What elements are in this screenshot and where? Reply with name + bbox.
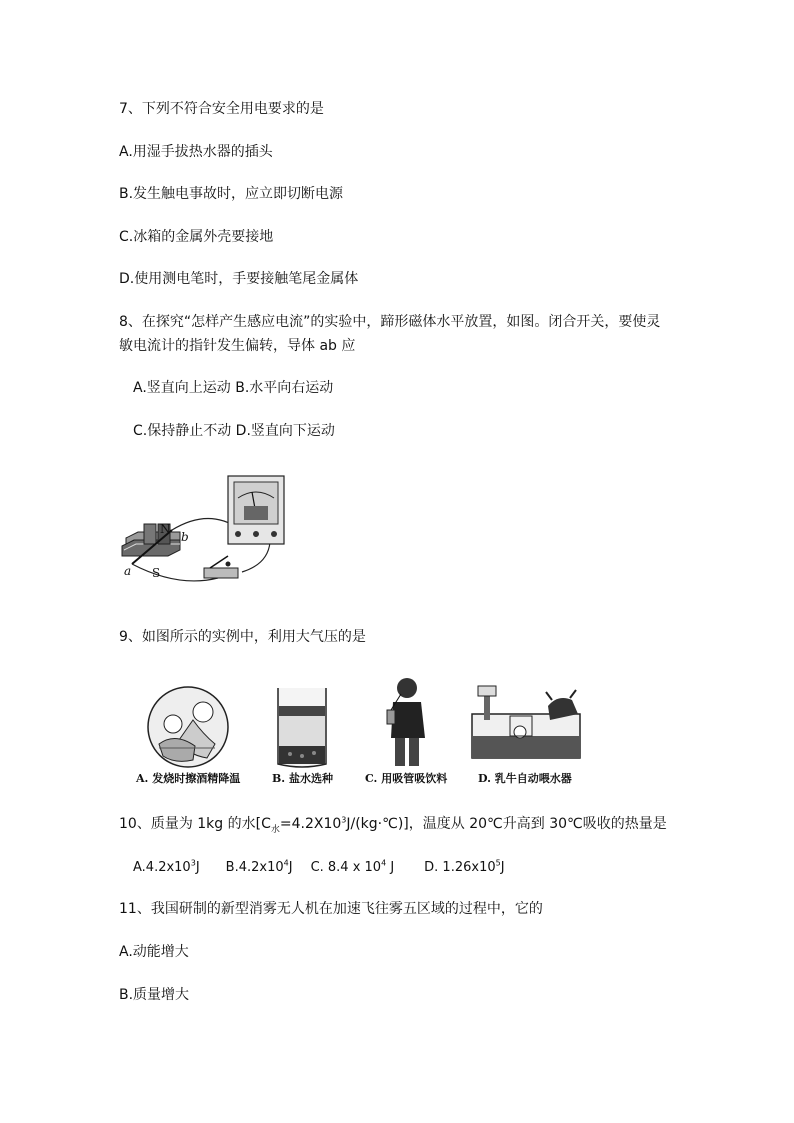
q10-option-a: $A.4.2x10^3J$: [133, 858, 200, 875]
q10-options: [133, 858, 505, 878]
q10-option-d: D. $1.26x10^5J$: [424, 858, 505, 875]
q9-figure-b: [272, 684, 332, 770]
q7-stem: 7、下列不符合安全用电要求的是: [119, 101, 324, 117]
label-a: a: [124, 564, 132, 578]
q9-figure-a: [145, 684, 231, 770]
q7-option-c: C.冰箱的金属外壳要接地: [119, 229, 274, 245]
q8-figure: [118, 468, 298, 592]
q9-caption-a: A. 发烧时擦酒精降温: [136, 772, 241, 785]
q11-option-a: A.动能增大: [119, 944, 189, 960]
q10-sub-water: 水: [270, 824, 280, 835]
q8-stem-line1: 8、在探究“怎样产生感应电流”的实验中，蹄形磁体水平放置，如图。闭合开关，要使灵: [119, 314, 661, 330]
magnet-circuit-illustration: [118, 468, 298, 592]
boy-straw-illustration: [383, 676, 433, 770]
q10-option-c: C. 8.4 x $10^4$ J: [310, 858, 395, 875]
cow-water-feeder-illustration: [470, 680, 582, 770]
label-n: N: [160, 522, 171, 536]
q8-stem-line2: 敏电流计的指针发生偏转，导体 ab 应: [119, 338, 356, 354]
q7-option-b: B.发生触电事故时，应立即切断电源: [119, 186, 344, 202]
q8-options-line2: C.保持静止不动 D.竖直向下运动: [133, 423, 335, 439]
q10-option-b: $B.4.2x10^4J$: [225, 858, 293, 875]
q9-figure-c: [383, 676, 433, 770]
q9-caption-c: C. 用吸管吸饮料: [365, 772, 448, 785]
q7-option-d: D.使用测电笔时，手要接触笔尾金属体: [119, 271, 359, 287]
q10-stem-prefix: 10、质量为 1kg 的水[C: [119, 816, 271, 832]
q9-caption-d: D. 乳牛自动喂水器: [478, 772, 572, 785]
q10-stem-exp: 3: [341, 815, 347, 825]
q9-caption-b: B. 盐水选种: [272, 772, 333, 785]
q9-stem: 9、如图所示的实例中，利用大气压的是: [119, 629, 366, 645]
q11-stem: 11、我国研制的新型消雾无人机在加速飞往雾五区域的过程中，它的: [119, 901, 543, 917]
q7-option-a: A.用湿手拔热水器的插头: [119, 144, 273, 160]
label-b: b: [181, 530, 189, 544]
label-s: S: [152, 566, 161, 580]
q10-stem: [119, 814, 667, 834]
q8-options-line1: A.竖直向上运动 B.水平向右运动: [133, 380, 334, 396]
q10-stem-mid: =4.2X10: [279, 816, 342, 832]
q10-stem-suffix: J/(kg·℃)]，温度从 20℃升高到 30℃吸收的热量是: [346, 816, 667, 832]
salt-water-beaker-illustration: [272, 684, 332, 770]
q11-option-b: B.质量增大: [119, 987, 190, 1003]
fever-wipe-illustration: [145, 684, 231, 770]
q9-figure-d: [470, 680, 582, 770]
